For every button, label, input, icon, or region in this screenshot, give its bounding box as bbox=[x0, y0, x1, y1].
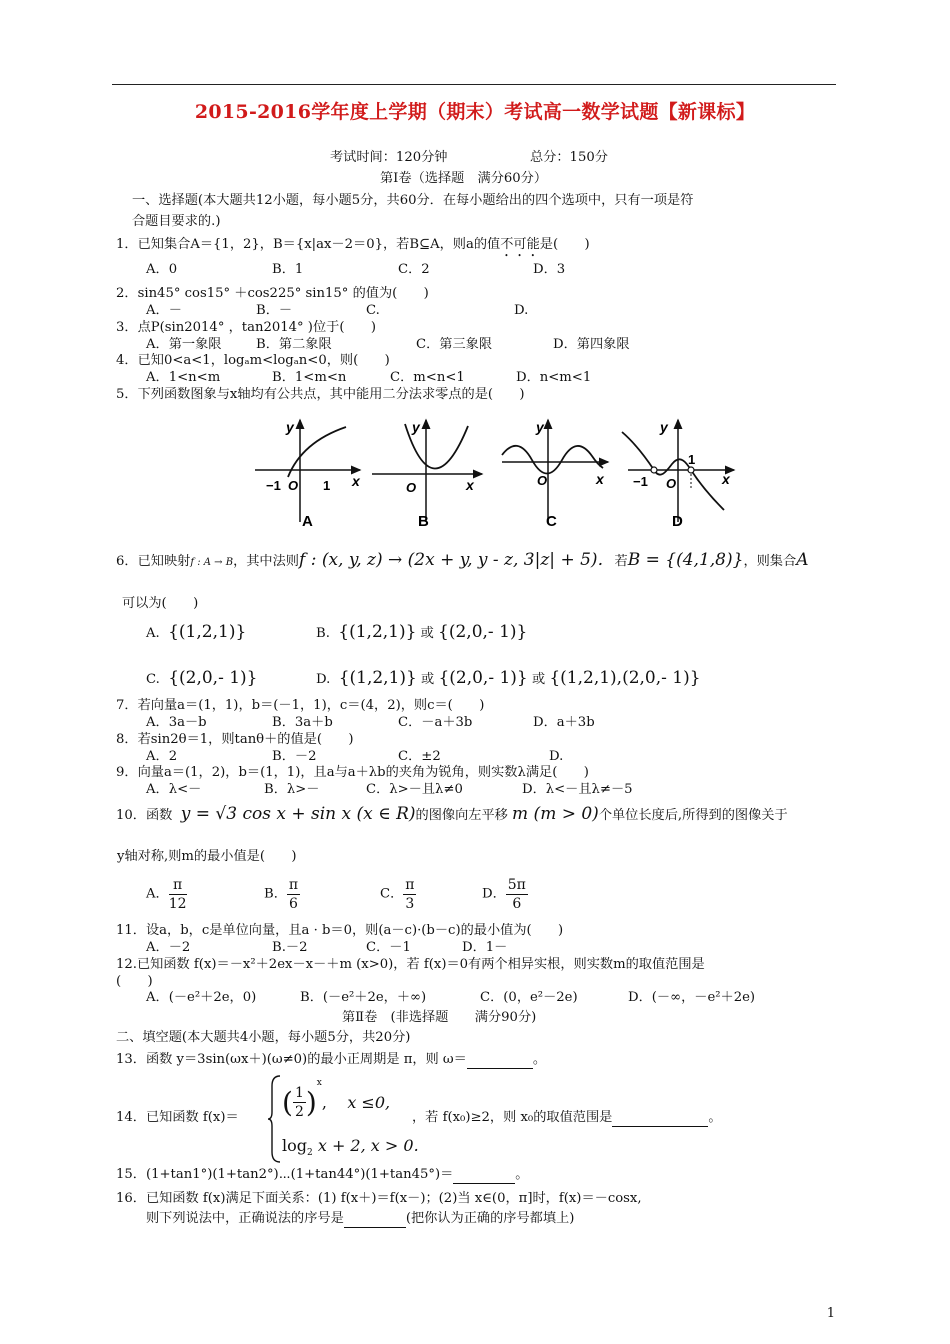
q10-frac-b: $\frac{\pi}{6}$ bbox=[288, 877, 299, 912]
q11-stem: 11．设a，b，c是单位向量，且a · b＝0，则(a－c)·(b－c)的最小值为( ) bbox=[116, 923, 564, 938]
q9-opt-c: C．λ>－且λ≠0 bbox=[366, 782, 463, 797]
q8-opt-a: A．2 bbox=[146, 749, 178, 764]
q13-blank[interactable] bbox=[467, 1052, 533, 1069]
q7-stem: 7．若向量a＝(1，1)，b＝(－1，1)，c＝(4，2)，则c＝( ) bbox=[116, 698, 485, 713]
q12-opt-d: D．(－∞，－e²＋2e) bbox=[628, 990, 756, 1005]
graph-d-x-label: x bbox=[722, 471, 730, 487]
q7-opt-d: D．a＋3b bbox=[533, 715, 595, 730]
graph-c-y-label: y bbox=[536, 419, 544, 435]
q1-opt-c: C．2 bbox=[398, 262, 430, 277]
q3-opt-c: C．第三象限 bbox=[416, 337, 493, 352]
graph-d-label: D bbox=[672, 513, 683, 530]
q8-opt-b: B．－2 bbox=[272, 749, 317, 764]
q10-line2: y轴对称,则m的最小值是( ) bbox=[117, 849, 297, 864]
graph-c-label: C bbox=[546, 513, 557, 530]
graph-b-x-label: x bbox=[466, 477, 474, 493]
header-rule bbox=[112, 84, 836, 85]
q6-opt-a: A. {(1,2,1)} bbox=[146, 622, 247, 642]
q7-opt-a: A．3a－b bbox=[146, 715, 207, 730]
q11-opt-d: D．1－ bbox=[462, 940, 508, 955]
q10-line1: 10．函数 y = √3 cos x + sin x (x ∈ R)的图像向左平移 m (m > 0)个单位长度后,所得到的图像关于 bbox=[116, 804, 788, 824]
section1-line2: 合题目要求的.) bbox=[132, 214, 221, 229]
q7-opt-b: B．3a＋b bbox=[272, 715, 333, 730]
q11-opt-c: C．－1 bbox=[366, 940, 411, 955]
q3-opt-d: D．第四象限 bbox=[553, 337, 630, 352]
q12-opt-b: B．(－e²＋2e，＋∞) bbox=[300, 990, 427, 1005]
graph-a-x-label: x bbox=[352, 473, 360, 489]
graph-d-neg1: −1 bbox=[633, 474, 648, 489]
q9-opt-b: B．λ>－ bbox=[264, 782, 320, 797]
graph-b-label: B bbox=[418, 513, 429, 530]
q4-opt-d: D．n<m<1 bbox=[516, 370, 592, 385]
q10-opt-d: D． $\frac{5\pi}{6}$ bbox=[482, 877, 526, 912]
q14-case2: $\log_2 x + 2$, x > 0. bbox=[282, 1136, 419, 1159]
q4-opt-c: C．m<n<1 bbox=[390, 370, 465, 385]
q14-tail: ，若 f(x₀)≥2，则 x₀的取值范围是 。 bbox=[412, 1110, 722, 1125]
graph-c-x-label: x bbox=[596, 471, 604, 487]
q9-opt-a: A．λ<－ bbox=[146, 782, 202, 797]
q2-opt-d: D. bbox=[514, 303, 529, 318]
q3-opt-a: A．第一象限 bbox=[146, 337, 222, 352]
q14-num: 14．已知函数 f(x)＝ bbox=[116, 1110, 239, 1125]
q6-opt-d: D. {(1,2,1)} 或 {(2,0,- 1)} 或 {(1,2,1),(2,0,- 1)} bbox=[316, 668, 701, 688]
q5-graphs bbox=[250, 412, 740, 542]
page-title: 2015-2016学年度上学期（期末）考试高一数学试题【新课标】 bbox=[194, 101, 756, 123]
graph-d-origin: O bbox=[666, 476, 677, 491]
q12-opt-a: A．(－e²＋2e，0) bbox=[146, 990, 257, 1005]
q7-opt-c: C．－a＋3b bbox=[398, 715, 473, 730]
q3-opt-b: B．第二象限 bbox=[256, 337, 332, 352]
graph-b-y-label: y bbox=[412, 419, 420, 435]
q6-opt-c: C. {(2,0,- 1)} bbox=[146, 668, 258, 688]
q2-opt-c: C. bbox=[366, 303, 380, 318]
q6-opt-b: B. {(1,2,1)} 或 {(2,0,- 1)} bbox=[316, 622, 528, 642]
part1-header: 第Ⅰ卷（选择题 满分60分） bbox=[380, 171, 548, 186]
q12-stem: 12.已知函数 f(x)＝－x²＋2ex－x－＋m (x>0)，若 f(x)＝0有两个相异实根，则实数m的取值范围是 bbox=[116, 957, 705, 972]
q10-opt-a: A． $\frac{\pi}{12}$ bbox=[146, 877, 187, 912]
q11-opt-b: B.－2 bbox=[272, 940, 308, 955]
graph-b-origin: O bbox=[406, 480, 417, 495]
q4-stem: 4．已知0<a<1，logₐm<logₐn<0，则( ) bbox=[116, 353, 390, 368]
q10-opt-c: C． $\frac{\pi}{3}$ bbox=[380, 877, 415, 912]
q1-opt-b: B．1 bbox=[272, 262, 304, 277]
q16-line2: 则下列说法中，正确说法的序号是 (把你认为正确的序号都填上) bbox=[146, 1211, 575, 1226]
graph-a-y-label: y bbox=[286, 419, 294, 435]
q2-opt-b: B．－ bbox=[256, 303, 293, 318]
q6-line2: 可以为( ) bbox=[122, 596, 199, 611]
section2-heading: 二、填空题(本大题共4小题，每小题5分，共20分) bbox=[116, 1030, 411, 1045]
graph-c-origin: O bbox=[537, 473, 548, 488]
q14-piecewise bbox=[268, 1074, 418, 1164]
q11-opt-a: A．－2 bbox=[146, 940, 191, 955]
q14-case1: ( $\frac{1}{2}$ )$^x$, x ≤0, bbox=[282, 1078, 391, 1120]
graph-b bbox=[372, 419, 482, 530]
graph-c bbox=[502, 419, 608, 530]
graph-d bbox=[622, 419, 734, 530]
graph-a-neg1: −1 bbox=[266, 478, 281, 493]
q8-opt-c: C．±2 bbox=[398, 749, 441, 764]
exam-score: 总分：150分 bbox=[530, 150, 608, 165]
q10-opt-b: B． $\frac{\pi}{6}$ bbox=[264, 877, 299, 912]
part2-header: 第Ⅱ卷 (非选择题 满分90分) bbox=[342, 1010, 537, 1025]
q15-blank[interactable] bbox=[453, 1167, 515, 1184]
q9-stem: 9．向量a＝(1，2)，b＝(1，1)，且a与a＋λb的夹角为锐角，则实数λ满足( ) bbox=[116, 765, 589, 780]
q6-line1: 6．已知映射f : A → B，其中法则f : (x, y, z) → (2x + y, y - z, 3|z| + 5)．若B = {(4,1,8)}，则集合A bbox=[116, 550, 809, 570]
q2-opt-a: A．－ bbox=[146, 303, 182, 318]
q8-stem: 8．若sin2θ＝1，则tanθ＋的值是( ) bbox=[116, 732, 354, 747]
q14-blank[interactable] bbox=[612, 1110, 708, 1127]
q12-paren: ( ) bbox=[116, 974, 153, 989]
q9-opt-d: D．λ<－且λ≠－5 bbox=[522, 782, 633, 797]
q4-opt-b: B．1<m<n bbox=[272, 370, 347, 385]
exam-time: 考试时间：120分钟 bbox=[330, 150, 448, 165]
q1-opt-a: A．0 bbox=[146, 262, 178, 277]
graph-a bbox=[255, 419, 361, 530]
section1-line1: 一、选择题(本大题共12小题，每小题5分，共60分．在每小题给出的四个选项中，只有一项是符 bbox=[132, 193, 694, 208]
q3-stem: 3．点P(sin2014° ，tan2014° )位于( ) bbox=[116, 320, 376, 335]
q15-stem: 15．(1+tan1°)(1+tan2°)⋯(1+tan44°)(1+tan45°)＝ 。 bbox=[116, 1167, 529, 1182]
q8-opt-d: D. bbox=[549, 749, 564, 764]
q14-brace bbox=[268, 1074, 282, 1164]
q16-line1: 16．已知函数 f(x)满足下面关系：(1) f(x＋)＝f(x－)；(2)当 x∈(0，π]时，f(x)＝－cosx, bbox=[116, 1191, 642, 1206]
graph-d-y-label: y bbox=[660, 419, 668, 435]
q1-stem: 1．已知集合A＝{1，2}，B＝{x|ax－2＝0}，若B⊆A，则a的值不可能是( ) bbox=[116, 237, 590, 252]
graph-d-one: 1 bbox=[688, 452, 696, 467]
q12-opt-c: C．(0，e²－2e) bbox=[480, 990, 578, 1005]
q4-opt-a: A．1<n<m bbox=[146, 370, 221, 385]
graph-a-label: A bbox=[302, 513, 313, 530]
graph-a-origin: O bbox=[288, 478, 299, 493]
q10-frac-a: $\frac{\pi}{12}$ bbox=[168, 877, 187, 912]
q5-stem: 5．下列函数图象与x轴均有公共点，其中能用二分法求零点的是( ) bbox=[116, 387, 525, 402]
q1-opt-d: D．3 bbox=[533, 262, 566, 277]
q2-stem: 2．sin45° cos15° ＋cos225° sin15° 的值为( ) bbox=[116, 286, 429, 301]
q10-frac-d: $\frac{5\pi}{6}$ bbox=[507, 877, 526, 912]
graph-a-one: 1 bbox=[323, 478, 331, 493]
q16-blank[interactable] bbox=[344, 1211, 406, 1228]
q10-frac-c: $\frac{\pi}{3}$ bbox=[405, 877, 415, 912]
page-number: 1 bbox=[826, 1306, 835, 1321]
q13-stem: 13．函数 y＝3sin(ωx＋)(ω≠0)的最小正周期是 π，则 ω＝ 。 bbox=[116, 1052, 547, 1067]
